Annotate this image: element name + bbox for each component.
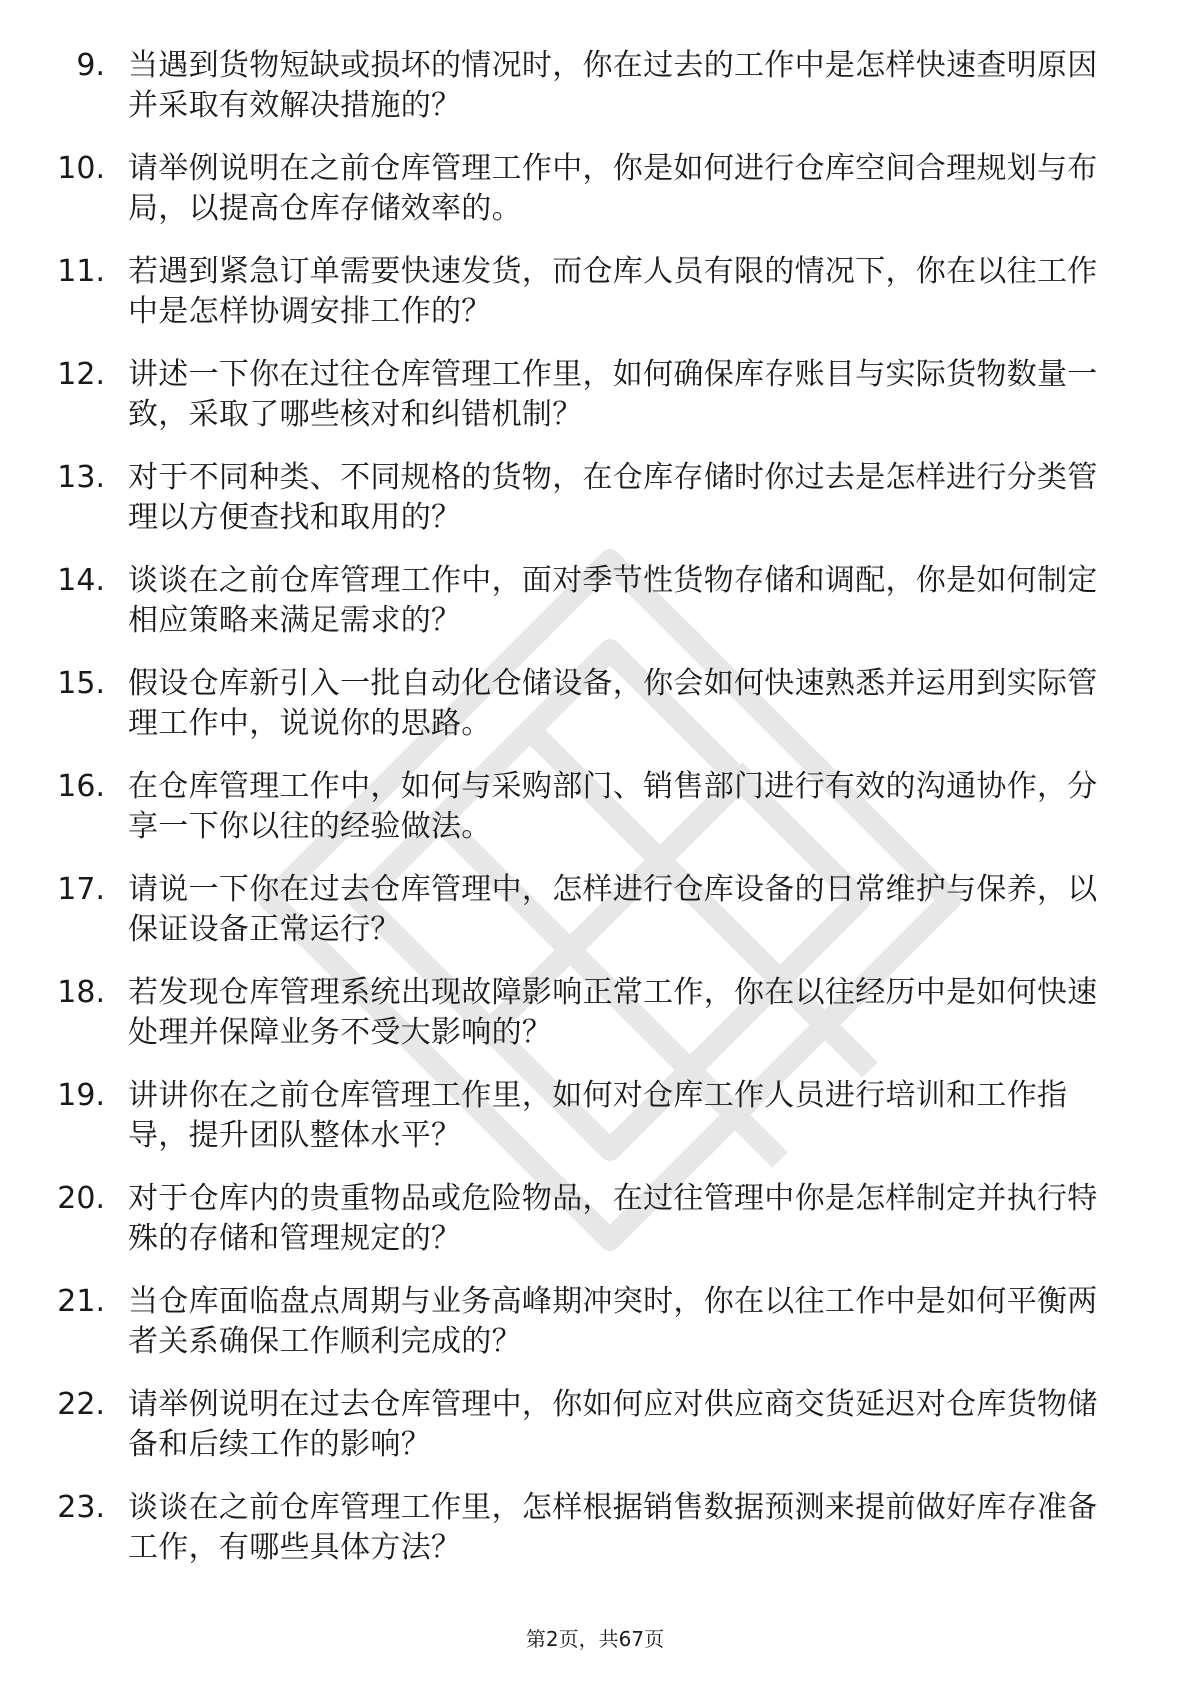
question-number: 20.	[57, 1181, 105, 1216]
question-text: 请举例说明在过去仓库管理中，你如何应对供应商交货延迟对仓库货物储备和后续工作的影响？	[128, 1387, 1098, 1462]
question-text: 谈谈在之前仓库管理工作中，面对季节性货物存储和调配，你是如何制定相应策略来满足需求的？	[128, 563, 1098, 638]
question-text: 请说一下你在过去仓库管理中，怎样进行仓库设备的日常维护与保养，以保证设备正常运行？	[128, 872, 1098, 947]
question-text: 讲讲你在之前仓库管理工作里，如何对仓库工作人员进行培训和工作指导，提升团队整体水平？	[128, 1078, 1068, 1153]
question-item	[0, 1076, 1190, 1179]
question-item	[0, 46, 1190, 149]
question-number: 21.	[57, 1284, 105, 1319]
question-number: 13.	[57, 460, 105, 495]
question-item	[0, 252, 1190, 355]
question-item	[0, 1488, 1190, 1591]
question-number: 23.	[57, 1490, 105, 1525]
question-number: 17.	[57, 872, 105, 907]
question-text: 当仓库面临盘点周期与业务高峰期冲突时，你在以往工作中是如何平衡两者关系确保工作顺利完成的？	[128, 1284, 1098, 1359]
question-text: 假设仓库新引入一批自动化仓储设备，你会如何快速熟悉并运用到实际管理工作中，说说你的思路。	[128, 666, 1098, 741]
question-text: 若发现仓库管理系统出现故障影响正常工作，你在以往经历中是如何快速处理并保障业务不受大影响的？	[128, 975, 1098, 1050]
question-item	[0, 767, 1190, 870]
question-item	[0, 973, 1190, 1076]
question-number: 14.	[57, 563, 105, 598]
question-number: 15.	[57, 666, 105, 701]
question-text: 对于不同种类、不同规格的货物，在仓库存储时你过去是怎样进行分类管理以方便查找和取用的？	[128, 460, 1098, 535]
question-text: 若遇到紧急订单需要快速发货，而仓库人员有限的情况下，你在以往工作中是怎样协调安排工作的？	[128, 254, 1098, 329]
question-number: 22.	[57, 1387, 105, 1422]
question-item	[0, 1282, 1190, 1385]
question-number: 16.	[57, 769, 105, 804]
question-item	[0, 1385, 1190, 1488]
question-item	[0, 149, 1190, 252]
question-item	[0, 1179, 1190, 1282]
question-list	[0, 46, 1190, 1591]
page-number-footer: 第2页，共67页	[525, 1627, 665, 1651]
question-text: 对于仓库内的贵重物品或危险物品，在过往管理中你是怎样制定并执行特殊的存储和管理规定的？	[128, 1181, 1098, 1256]
question-number: 19.	[57, 1078, 105, 1113]
question-item	[0, 355, 1190, 458]
question-number: 12.	[57, 357, 105, 392]
question-item	[0, 870, 1190, 973]
question-number: 10.	[57, 151, 105, 186]
question-number: 18.	[57, 975, 105, 1010]
question-text: 请举例说明在之前仓库管理工作中，你是如何进行仓库空间合理规划与布局，以提高仓库存储效率的。	[128, 151, 1098, 226]
question-text: 当遇到货物短缺或损坏的情况时，你在过去的工作中是怎样快速查明原因并采取有效解决措施的？	[128, 48, 1098, 123]
question-item	[0, 561, 1190, 664]
question-text: 谈谈在之前仓库管理工作里，怎样根据销售数据预测来提前做好库存准备工作，有哪些具体方法？	[128, 1490, 1098, 1565]
question-item	[0, 664, 1190, 767]
question-item	[0, 458, 1190, 561]
question-text: 讲述一下你在过往仓库管理工作里，如何确保库存账目与实际货物数量一致，采取了哪些核对和纠错机制？	[128, 357, 1098, 432]
question-text: 在仓库管理工作中，如何与采购部门、销售部门进行有效的沟通协作，分享一下你以往的经验做法。	[128, 769, 1098, 844]
question-number: 11.	[57, 254, 105, 289]
question-number: 9.	[76, 48, 105, 83]
